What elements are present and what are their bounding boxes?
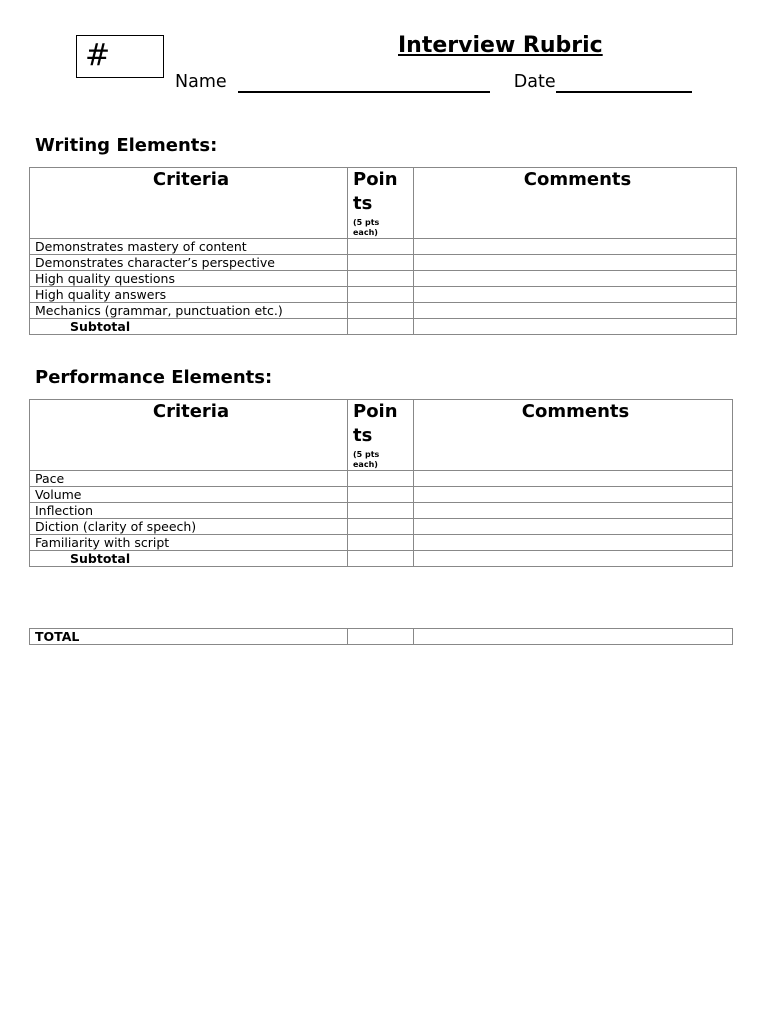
name-field[interactable]: [238, 73, 490, 93]
writing-section-title: Writing Elements:: [35, 135, 218, 156]
points-header-line1: Poin: [353, 401, 398, 422]
points-note: [353, 218, 413, 238]
points-cell[interactable]: [348, 471, 414, 487]
points-cell[interactable]: [348, 535, 414, 551]
criteria-cell: Inflection: [30, 503, 348, 519]
points-note: [353, 450, 413, 470]
points-header-line1: Poin: [353, 169, 398, 190]
criteria-cell: Demonstrates character’s perspective: [30, 255, 348, 271]
comments-cell[interactable]: [414, 287, 737, 303]
points-cell[interactable]: [348, 519, 414, 535]
table-row: [30, 519, 733, 535]
points-cell[interactable]: [348, 239, 414, 255]
criteria-cell: Volume: [30, 487, 348, 503]
comments-cell[interactable]: [414, 271, 737, 287]
table-row: [30, 239, 737, 255]
comments-cell[interactable]: [414, 487, 733, 503]
performance-table: [29, 399, 733, 567]
subtotal-label: Subtotal: [30, 551, 348, 567]
table-row: [30, 535, 733, 551]
table-row: [30, 487, 733, 503]
comments-cell[interactable]: [414, 255, 737, 271]
table-row: [30, 255, 737, 271]
comments-header: Comments: [414, 168, 737, 239]
performance-section-title: Performance Elements:: [35, 367, 273, 388]
points-header-line2: ts: [353, 425, 373, 446]
performance-header-row: [30, 400, 733, 471]
date-field[interactable]: [556, 73, 692, 93]
points-header: [348, 400, 414, 471]
comments-header: Comments: [414, 400, 733, 471]
criteria-header: Criteria: [30, 168, 348, 239]
page-title: Interview Rubric: [398, 33, 603, 58]
writing-table: [29, 167, 737, 335]
points-cell[interactable]: [348, 503, 414, 519]
table-row: [30, 303, 737, 319]
criteria-header: Criteria: [30, 400, 348, 471]
writing-header-row: [30, 168, 737, 239]
comments-cell[interactable]: [414, 519, 733, 535]
criteria-cell: Diction (clarity of speech): [30, 519, 348, 535]
comments-cell[interactable]: [414, 503, 733, 519]
points-note-line1: (5 pts: [353, 218, 380, 227]
date-label: Date: [513, 72, 556, 92]
points-cell[interactable]: [348, 271, 414, 287]
total-comments-cell[interactable]: [414, 629, 733, 645]
total-table: [29, 628, 733, 645]
criteria-cell: High quality answers: [30, 287, 348, 303]
number-label: #: [85, 38, 111, 73]
total-row: [30, 629, 733, 645]
criteria-cell: Familiarity with script: [30, 535, 348, 551]
table-row: [30, 287, 737, 303]
subtotal-points-cell[interactable]: [348, 319, 414, 335]
name-label: Name: [175, 72, 227, 92]
subtotal-points-cell[interactable]: [348, 551, 414, 567]
comments-cell[interactable]: [414, 535, 733, 551]
subtotal-comments-cell[interactable]: [414, 319, 737, 335]
table-row: [30, 471, 733, 487]
table-row: [30, 271, 737, 287]
subtotal-comments-cell[interactable]: [414, 551, 733, 567]
subtotal-label: Subtotal: [30, 319, 348, 335]
criteria-cell: Pace: [30, 471, 348, 487]
criteria-cell: Mechanics (grammar, punctuation etc.): [30, 303, 348, 319]
subtotal-row: [30, 319, 737, 335]
name-date-row: [175, 71, 692, 93]
points-cell[interactable]: [348, 287, 414, 303]
number-box[interactable]: [76, 35, 164, 78]
comments-cell[interactable]: [414, 239, 737, 255]
total-label: TOTAL: [30, 629, 348, 645]
subtotal-row: [30, 551, 733, 567]
points-header: [348, 168, 414, 239]
points-note-line2: each): [353, 228, 378, 237]
points-note-line2: each): [353, 460, 378, 469]
criteria-cell: High quality questions: [30, 271, 348, 287]
points-header-line2: ts: [353, 193, 373, 214]
total-points-cell[interactable]: [348, 629, 414, 645]
points-cell[interactable]: [348, 255, 414, 271]
points-cell[interactable]: [348, 487, 414, 503]
comments-cell[interactable]: [414, 471, 733, 487]
comments-cell[interactable]: [414, 303, 737, 319]
criteria-cell: Demonstrates mastery of content: [30, 239, 348, 255]
points-note-line1: (5 pts: [353, 450, 380, 459]
points-cell[interactable]: [348, 303, 414, 319]
table-row: [30, 503, 733, 519]
